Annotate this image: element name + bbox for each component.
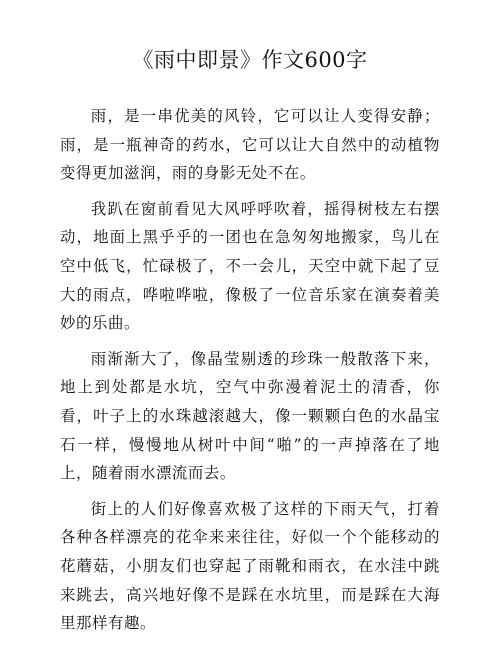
paragraph-1: 雨，是一串优美的风铃，它可以让人变得安静；雨，是一瓶神奇的药水，它可以让大自然中的动植物变得更加滋润，雨的身影无处不在。 bbox=[60, 107, 440, 183]
document-body bbox=[60, 102, 440, 645]
paragraph-2: 我趴在窗前看见大风呼呼吹着，摇得树枝左右摆动，地面上黑乎乎的一团也在急匆匆地搬家，鸟儿在空中低飞，忙碌极了，不一会儿，天空中就下起了豆大的雨点，哗啦哗啦，像极了一位音乐家在演奏着美妙的乐曲。 bbox=[60, 199, 440, 333]
paragraph-3: 雨渐渐大了，像晶莹剔透的珍珠一般散落下来，地上到处都是水坑，空气中弥漫着泥土的清香，你看，叶子上的水珠越滚越大，像一颗颗白色的水晶宝石一样，慢慢地从树叶中间“啪”的一声掉落在了地上，随着雨水漂流而去。 bbox=[60, 349, 440, 483]
paragraph-4: 街上的人们好像喜欢极了这样的下雨天气，打着各种各样漂亮的花伞来来往往，好似一个个能移动的花蘑菇，小朋友们也穿起了雨靴和雨衣，在水洼中跳来跳去，高兴地好像不是踩在水坑里，而是踩在大海里那样有趣。 bbox=[60, 499, 440, 633]
document-title: 《雨中即景》作文600字 bbox=[132, 48, 368, 72]
